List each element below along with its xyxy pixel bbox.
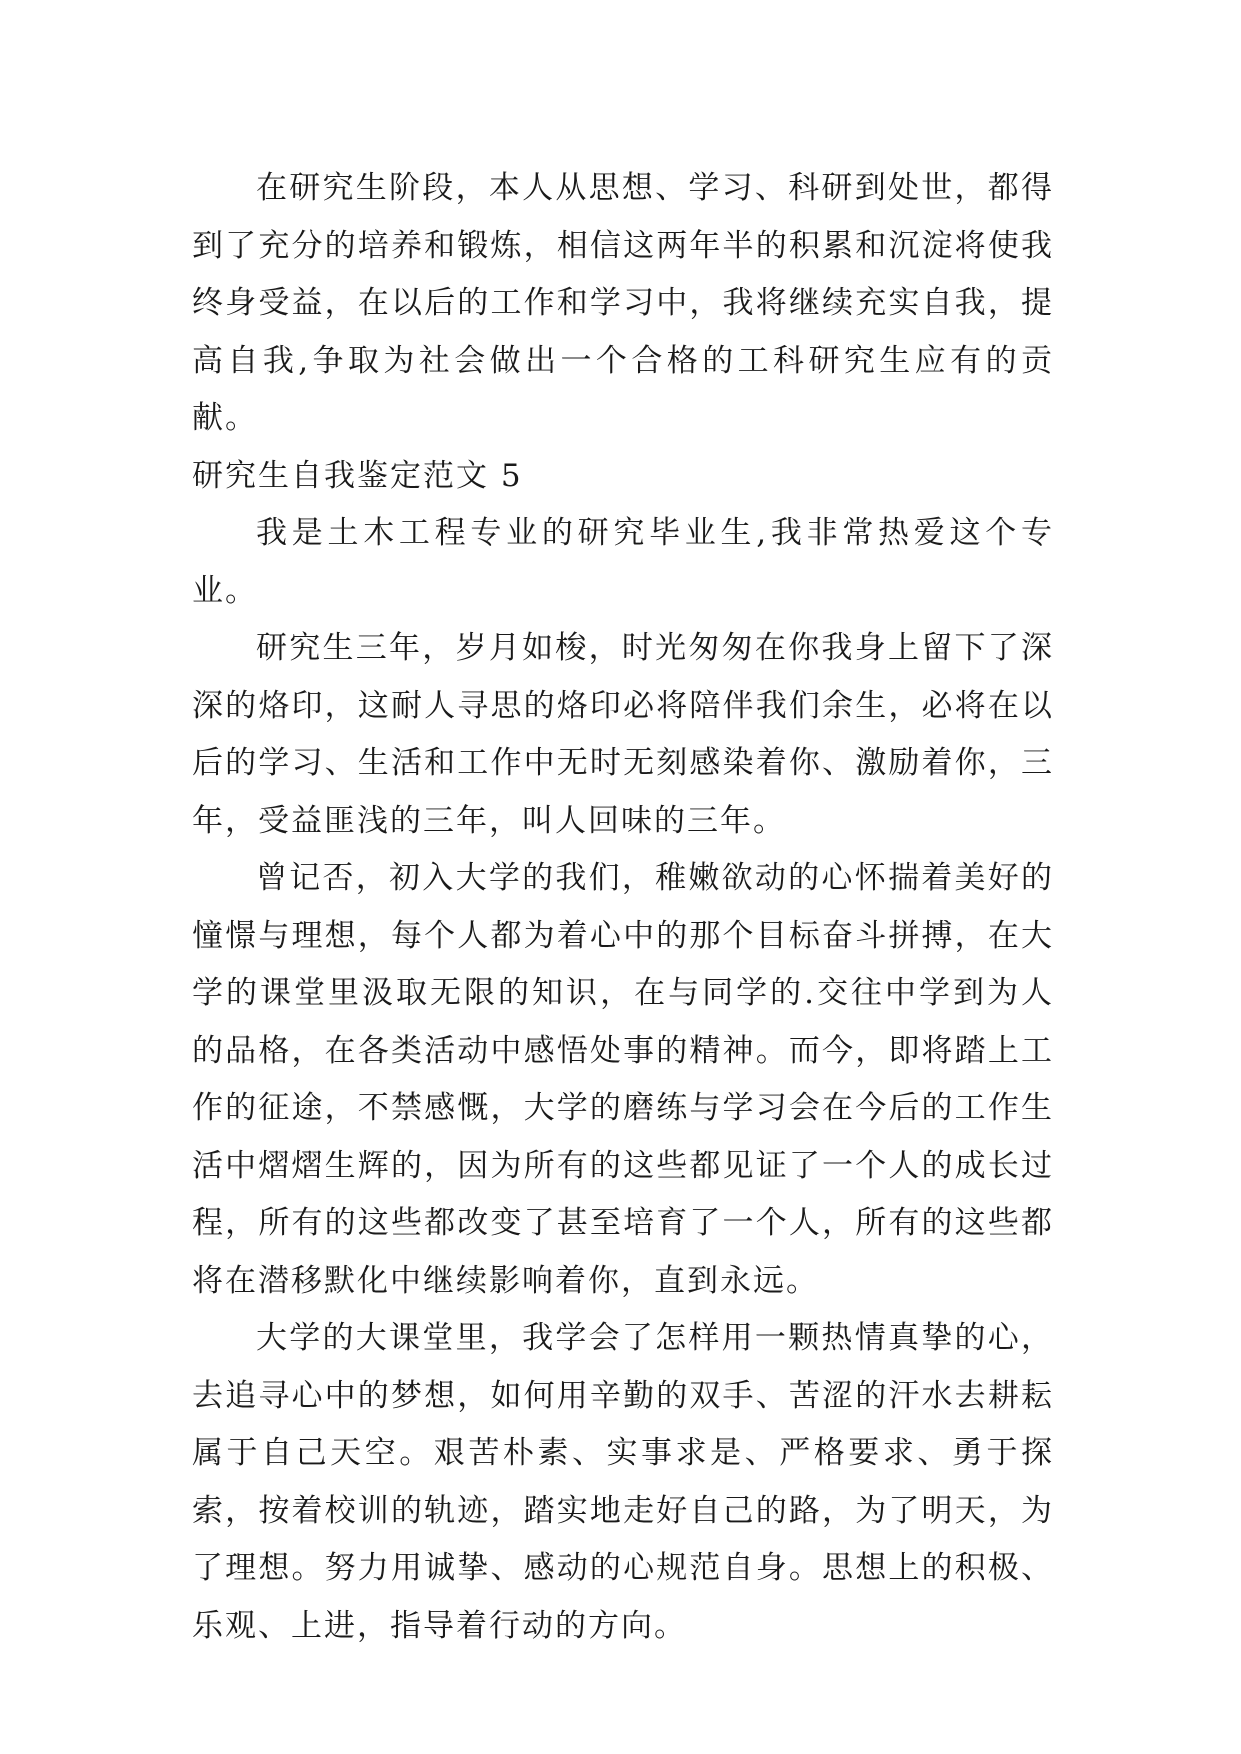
- paragraph-summary: 在研究生阶段，本人从思想、学习、科研到处世，都得到了充分的培养和锻炼，相信这两年半的积累和沉淀将使我终身受益，在以后的工作和学习中，我将继续充实自我，提高自我,争取为社会做出一个合格的工科研究生应有的贡献。: [192, 170, 1054, 436]
- document-body: [192, 160, 1054, 1655]
- paragraph-three-years: 研究生三年，岁月如梭，时光匆匆在你我身上留下了深深的烙印，这耐人寻思的烙印必将陪伴我们余生，必将在以后的学习、生活和工作中无时无刻感染着你、激励着你，三年，受益匪浅的三年，叫人回味的三年。: [192, 630, 1054, 839]
- section-heading: 研究生自我鉴定范文 5: [192, 457, 523, 494]
- paragraph-memories: 曾记否，初入大学的我们，稚嫩欲动的心怀揣着美好的憧憬与理想，每个人都为着心中的那个目标奋斗拼搏，在大学的课堂里汲取无限的知识，在与同学的.交往中学到为人的品格，在各类活动中感悟处事的精神。而今，即将踏上工作的征途，不禁感慨，大学的磨练与学习会在今后的工作生活中熠熠生辉的，因为所有的这些都见证了一个人的成长过程，所有的这些都改变了甚至培育了一个人，所有的这些都将在潜移默化中继续影响着你，直到永远。: [192, 860, 1054, 1299]
- paragraph-major: 我是土木工程专业的研究毕业生,我非常热爱这个专业。: [192, 515, 1054, 609]
- paragraph-classroom: 大学的大课堂里，我学会了怎样用一颗热情真挚的心，去追寻心中的梦想，如何用辛勤的双手、苦涩的汗水去耕耘属于自己天空。艰苦朴素、实事求是、严格要求、勇于探索，按着校训的轨迹，踏实地走好自己的路，为了明天，为了理想。努力用诚挚、感动的心规范自身。思想上的积极、乐观、上进，指导着行动的方向。: [192, 1320, 1054, 1644]
